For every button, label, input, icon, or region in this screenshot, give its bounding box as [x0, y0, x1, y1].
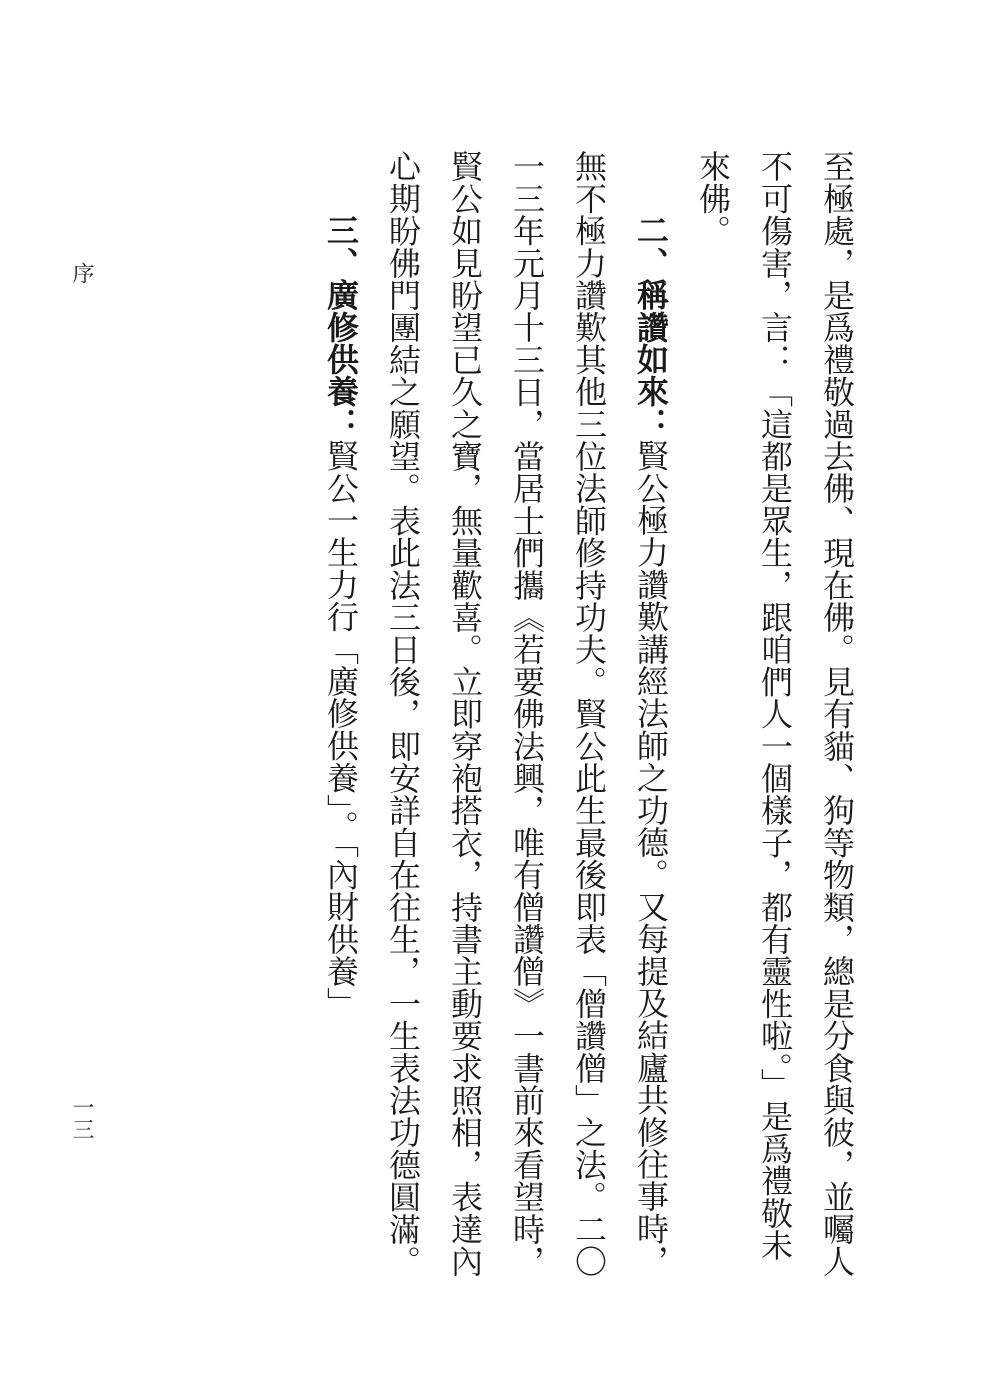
- section-heading-offerings: 三、廣修供養：: [322, 214, 360, 440]
- paragraph-3: [310, 150, 372, 1280]
- page-number: 一三: [69, 1096, 94, 1140]
- paragraph-3-text: 賢公一生力行「廣修供養」。「內財供養」: [322, 439, 360, 1020]
- paragraph-2: [372, 150, 682, 1280]
- paragraph-1: [682, 150, 868, 1280]
- section-heading-praise-tathagata: 二、稱讚如來：: [632, 214, 670, 440]
- main-text: [108, 150, 868, 1280]
- running-head: 序: [69, 262, 94, 284]
- paragraph-1-text: 至極處，是爲禮敬過去佛、現在佛。見有貓、狗等物類，總是分食與彼，並囑人不可傷害，言：「這都是眾生，跟咱們人一個樣子，都有靈性啦。」是爲禮敬未來佛。: [694, 150, 856, 1277]
- paragraph-2-text: 賢公極力讚歎講經法師之功德。又每提及結廬共修往事時，無不極力讚歎其他三位法師修持功夫。賢公此生最後即表「僧讚僧」之法。二〇一三年元月十三日，當居士們攜《若要佛法興，唯有僧讚僧》一書前來看望時，賢公如見盼望已久之寶，無量歡喜。立即穿袍搭衣，持書主動要求照相，表達內心期盼佛門團結之願望。表此法三日後，即安詳自在往生，一生表法功德圓滿。: [384, 150, 670, 1277]
